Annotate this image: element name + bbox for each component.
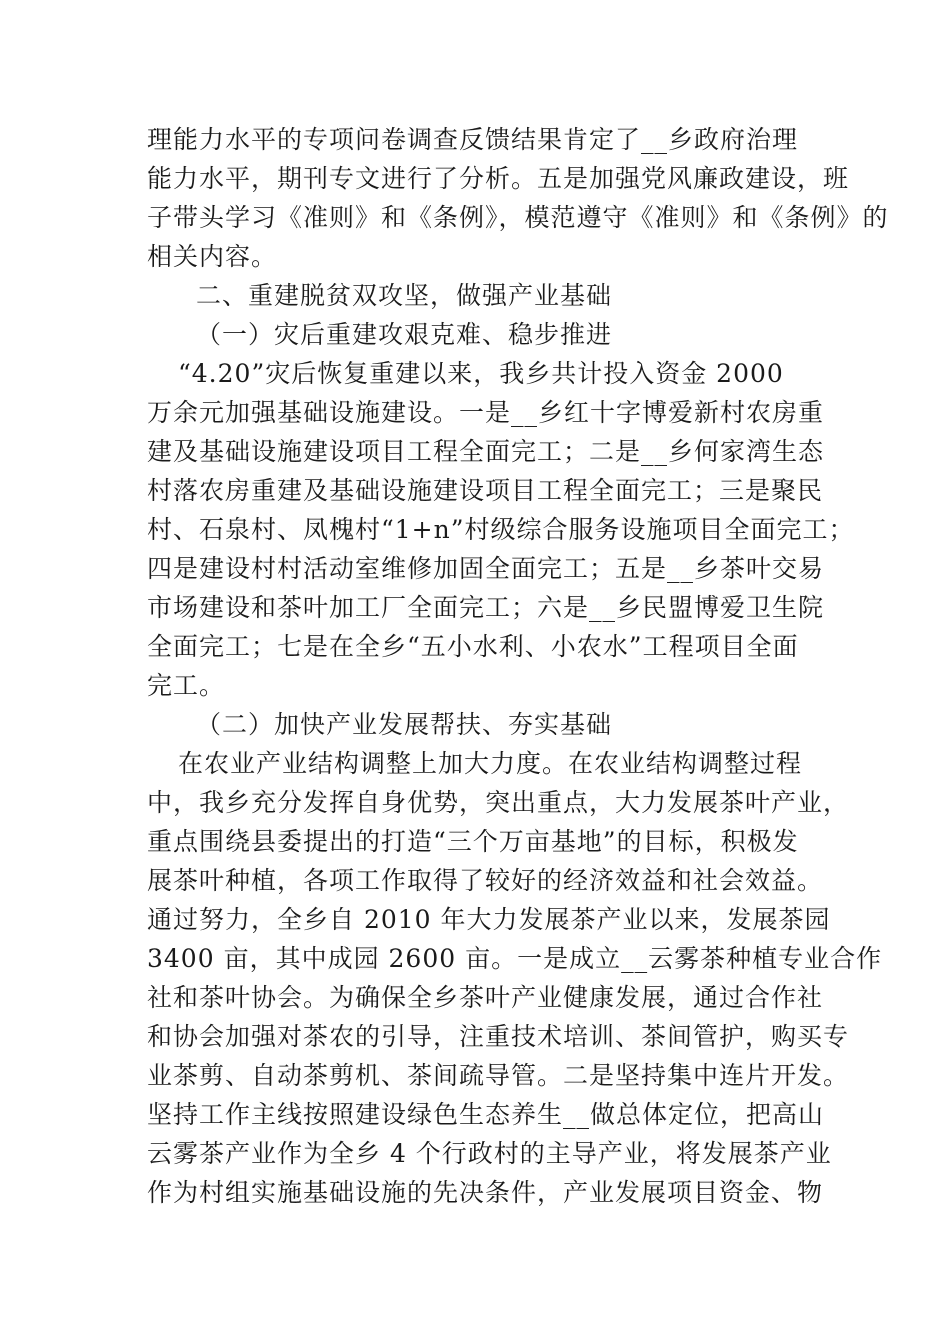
subsection-heading: （二）加快产业发展帮扶、夯实基础	[196, 710, 613, 739]
section-heading: 二、重建脱贫双攻坚，做强产业基础	[196, 281, 613, 310]
body-text-line: 展茶叶种植，各项工作取得了较好的经济效益和社会效益。	[147, 866, 824, 895]
body-text-line: 3400 亩，其中成园 2600 亩。一是成立__云雾茶种植专业合作	[147, 944, 883, 973]
body-text-line: 相关内容。	[147, 242, 278, 271]
body-text-line: 和协会加强对茶农的引导，注重技术培训、茶间管护，购买专	[147, 1022, 850, 1051]
body-text-line: 四是建设村村活动室维修加固全面完工；五是__乡茶叶交易	[147, 554, 825, 583]
body-text-line: 建及基础设施建设项目工程全面完工；二是__乡何家湾生态	[147, 437, 825, 466]
body-text-line: 中，我乡充分发挥自身优势，突出重点，大力发展茶叶产业，	[147, 788, 850, 817]
body-text-line: 理能力水平的专项问卷调查反馈结果肯定了__乡政府治理	[147, 125, 799, 154]
body-text-line: 坚持工作主线按照建设绿色生态养生__做总体定位，把高山	[147, 1100, 825, 1129]
body-text-line: 市场建设和茶叶加工厂全面完工；六是__乡民盟博爱卫生院	[147, 593, 825, 622]
body-text-line: 村、石泉村、凤槐村“1+n”村级综合服务设施项目全面完工；	[147, 515, 855, 544]
body-text-line: 重点围绕县委提出的打造“三个万亩基地”的目标，积极发	[147, 827, 799, 856]
body-text-line: 完工。	[147, 671, 226, 700]
body-text-line: 全面完工；七是在全乡“五小水利、小农水”工程项目全面	[147, 632, 799, 661]
body-text-line: 万余元加强基础设施建设。一是__乡红十字博爱新村农房重	[147, 398, 825, 427]
body-text-line: 作为村组实施基础设施的先决条件，产业发展项目资金、物	[147, 1178, 824, 1207]
body-text-line: 在农业产业结构调整上加大力度。在农业结构调整过程	[178, 749, 803, 778]
body-text-line: “4.20”灾后恢复重建以来，我乡共计投入资金 2000	[178, 359, 784, 388]
subsection-heading: （一）灾后重建攻艰克难、稳步推进	[196, 320, 613, 349]
body-text-line: 社和茶叶协会。为确保全乡茶叶产业健康发展，通过合作社	[147, 983, 824, 1012]
body-text-line: 能力水平，期刊专文进行了分析。五是加强党风廉政建设，班	[147, 164, 850, 193]
body-text-line: 业茶剪、自动茶剪机、茶间疏导管。二是坚持集中连片开发。	[147, 1061, 850, 1090]
body-text-line: 通过努力，全乡自 2010 年大力发展茶产业以来，发展茶园	[147, 905, 831, 934]
body-text-line: 子带头学习《准则》和《条例》，模范遵守《准则》和《条例》的	[147, 203, 889, 232]
body-text-line: 村落农房重建及基础设施建设项目工程全面完工；三是聚民	[147, 476, 824, 505]
body-text-line: 云雾茶产业作为全乡 4 个行政村的主导产业，将发展茶产业	[147, 1139, 832, 1168]
